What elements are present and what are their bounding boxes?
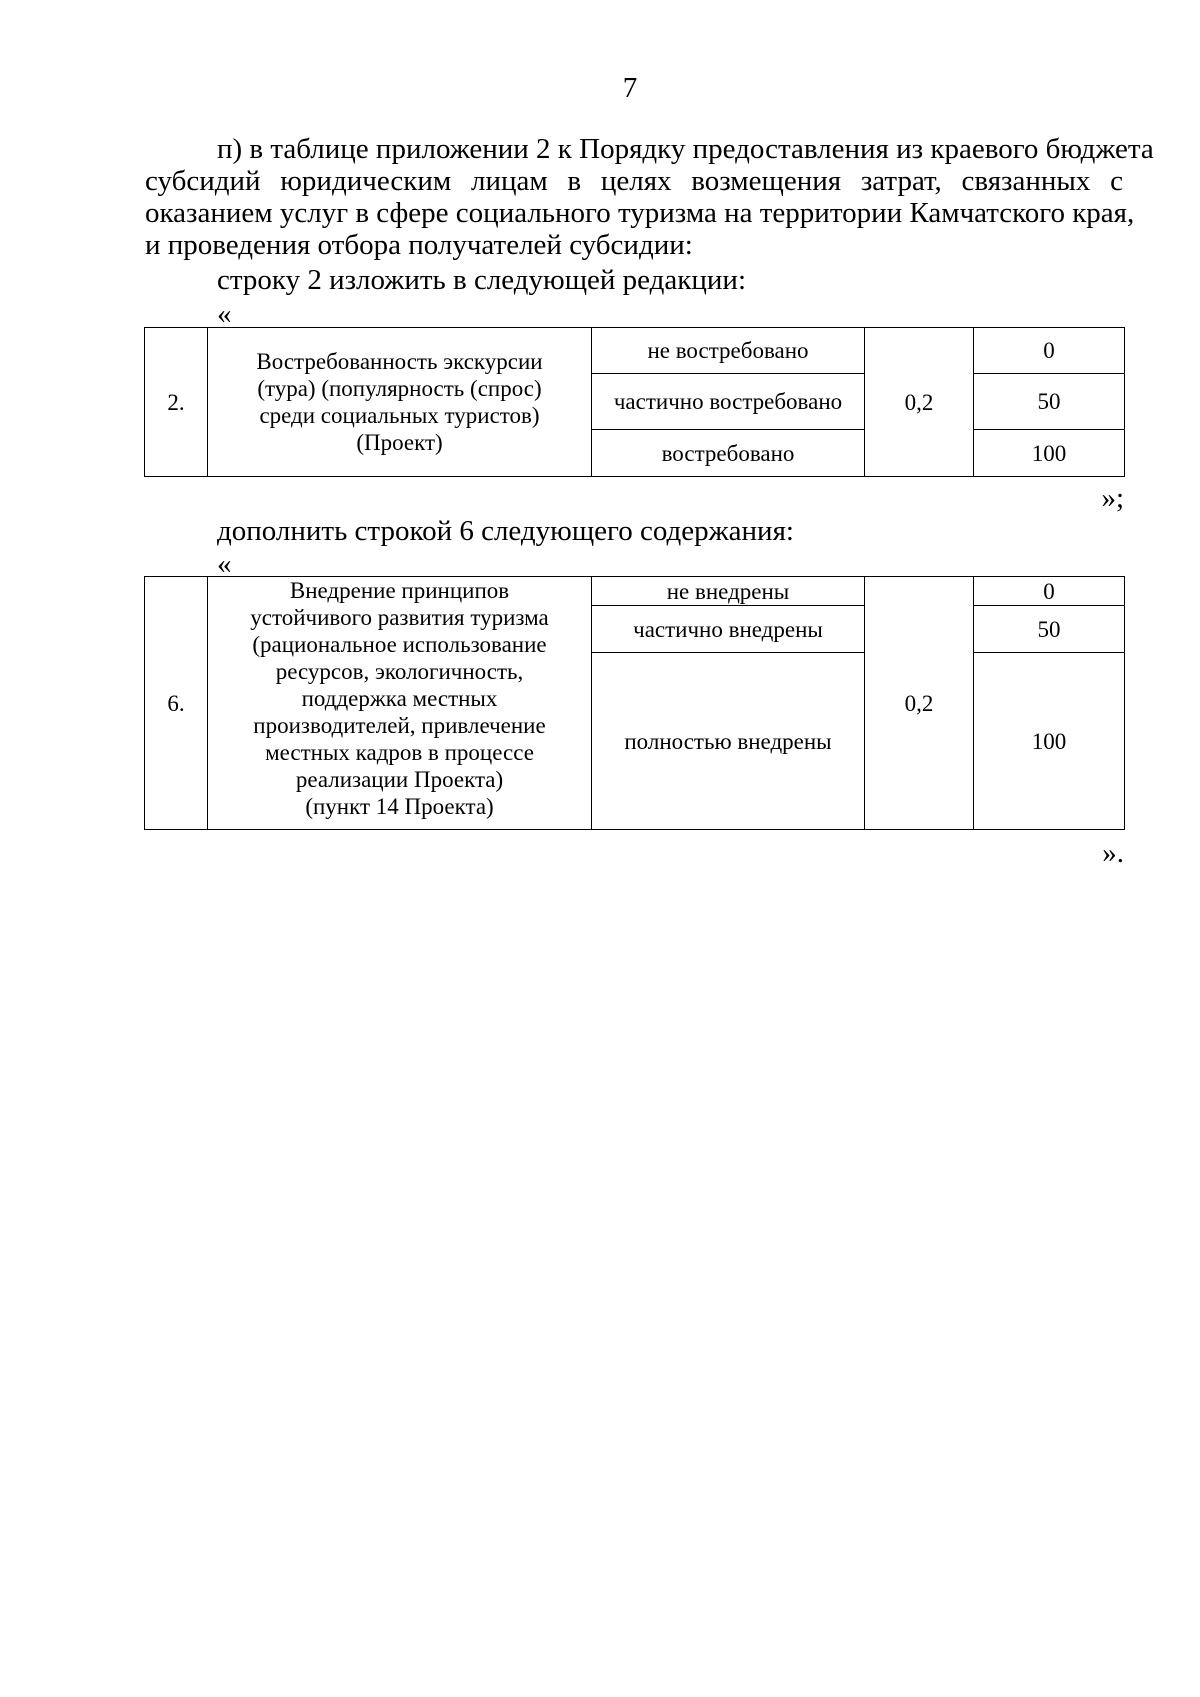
open-quote-2: « — [217, 548, 232, 580]
intro-line: субсидий юридическим лицам в целях возмещения затрат, связанных с — [145, 165, 1123, 197]
criterion-line: Востребованность экскурсии — [256, 349, 543, 374]
points-cell: 50 — [974, 374, 1125, 430]
open-quote-1: « — [217, 298, 232, 330]
close-quote-1: »; — [1101, 482, 1124, 514]
criterion-line: устойчивого развития туризма — [250, 605, 549, 630]
criterion-line: среди социальных туристов) — [259, 403, 540, 428]
criterion-line: (рациональное использование — [252, 632, 547, 657]
weight-cell: 0,2 — [865, 577, 974, 830]
close-quote-2: ». — [1102, 837, 1124, 869]
intro-line: п) в таблице приложении 2 к Порядку предоставления из краевого бюджета — [217, 133, 1154, 165]
row-number-cell: 2. — [145, 328, 208, 477]
option-label-cell: полностью внедрены — [592, 653, 865, 830]
criterion-line: ресурсов, экологичность, — [275, 659, 524, 684]
criterion-line: производителей, привлечение — [253, 713, 546, 738]
weight-cell: 0,2 — [865, 328, 974, 477]
option-label-cell: частично востребовано — [592, 374, 865, 430]
table-row — [145, 577, 1125, 606]
points-cell: 100 — [974, 653, 1125, 830]
option-label-cell: востребовано — [592, 430, 865, 477]
row-number-cell: 6. — [145, 577, 208, 830]
points-cell: 50 — [974, 606, 1125, 653]
criteria-table-row-6 — [144, 576, 1125, 830]
criterion-line: (Проект) — [356, 430, 443, 455]
criterion-line: (пункт 14 Проекта) — [305, 794, 494, 819]
points-cell: 0 — [974, 328, 1125, 374]
intro-line: оказанием услуг в сфере социального туризма на территории Камчатского края, — [145, 197, 1135, 229]
criterion-cell — [208, 328, 592, 477]
criteria-table-row-2 — [144, 327, 1125, 477]
criterion-line: Внедрение принципов — [289, 578, 510, 603]
option-label-cell: частично внедрены — [592, 606, 865, 653]
option-label-cell: не востребовано — [592, 328, 865, 374]
criterion-cell — [208, 577, 592, 830]
intro-paragraph — [145, 133, 1154, 261]
criterion-line: местных кадров в процессе — [265, 740, 534, 765]
criterion-line: поддержка местных — [301, 686, 498, 711]
criterion-line: (тура) (популярность (спрос) — [257, 376, 542, 401]
instruction-replace-row-2: строку 2 изложить в следующей редакции: — [217, 264, 746, 296]
table-row — [145, 328, 1125, 374]
option-label-cell: не внедрены — [592, 577, 865, 606]
page-number: 7 — [622, 72, 638, 104]
intro-line: и проведения отбора получателей субсидии: — [145, 229, 693, 261]
points-cell: 0 — [974, 577, 1125, 606]
criterion-line: реализации Проекта) — [295, 767, 504, 792]
points-cell: 100 — [974, 430, 1125, 477]
instruction-add-row-6: дополнить строкой 6 следующего содержания: — [217, 515, 794, 547]
